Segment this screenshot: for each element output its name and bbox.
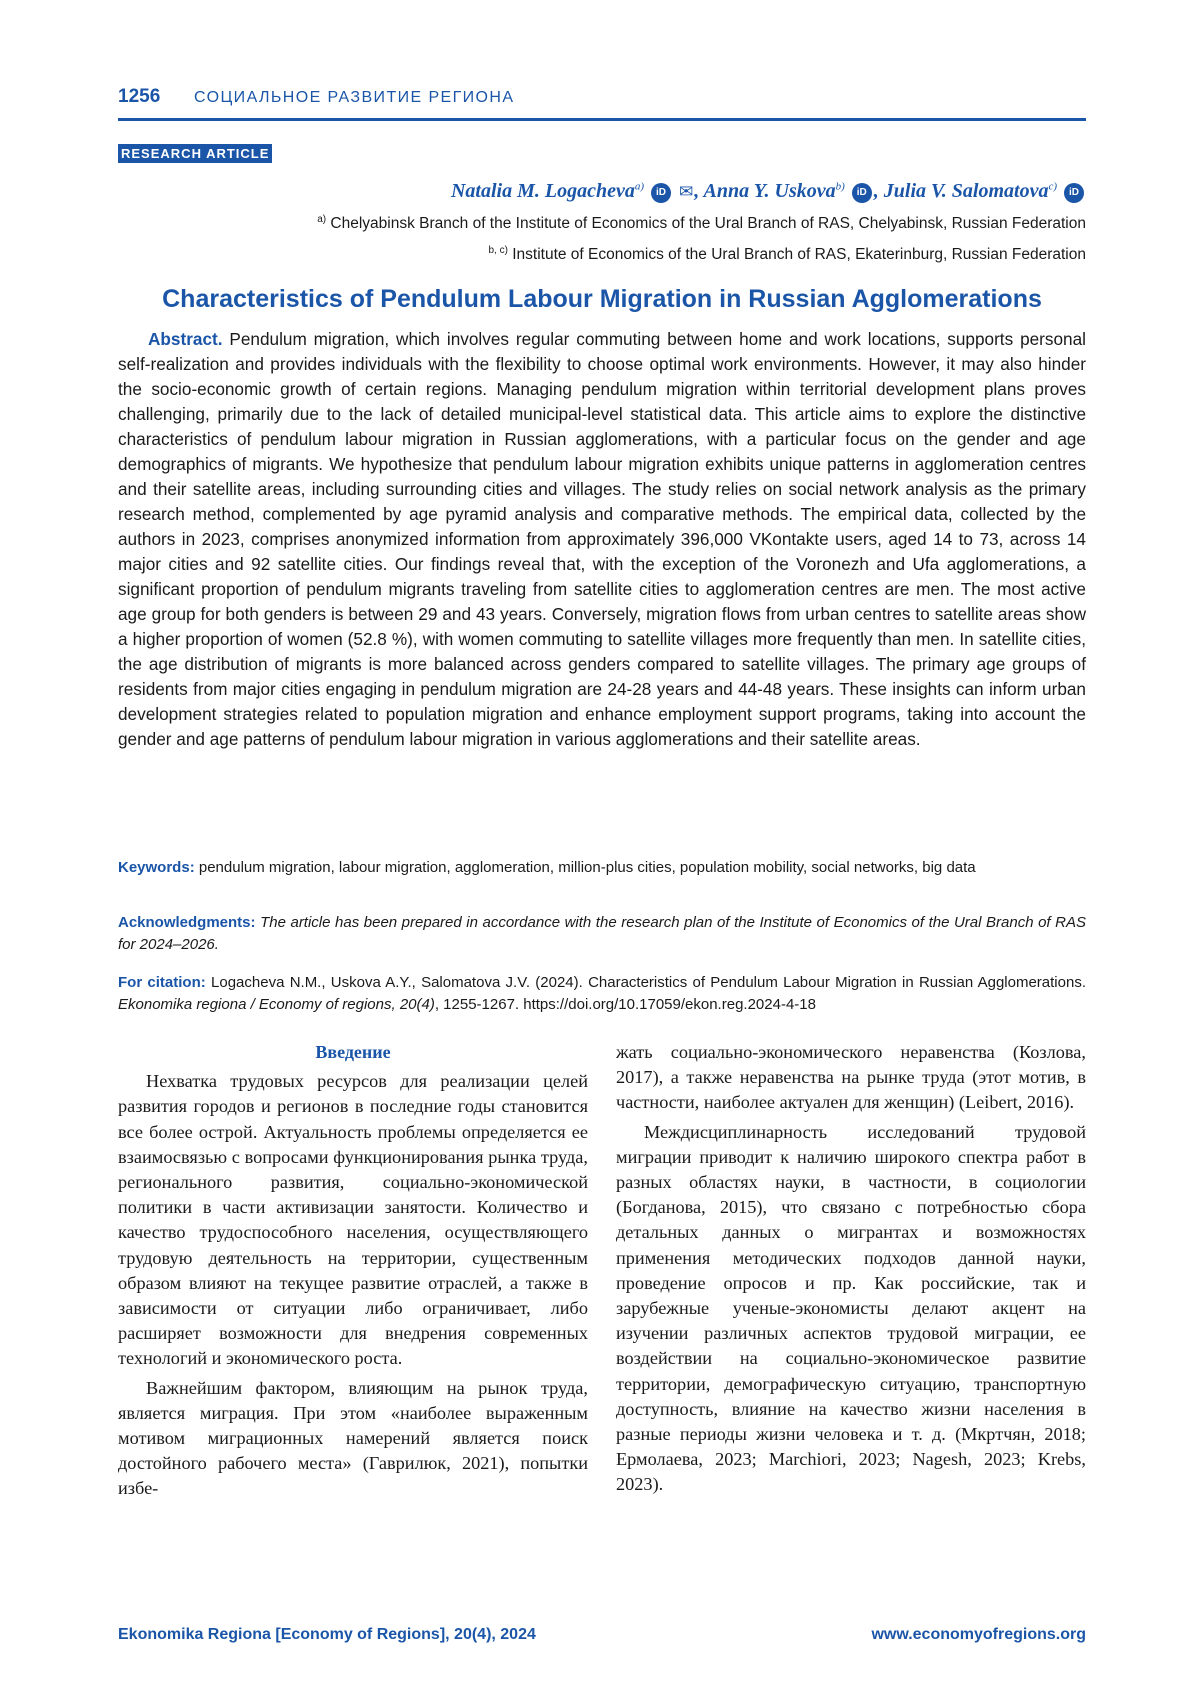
body-paragraph: Нехватка трудовых ресурсов для реализации целей развития городов и регионов в последние годы становится все более острой. Актуальность проблемы определяется ее взаимосвязью с вопросами функционирования рынка труда, регионального развития, социально-экономической политики в части активизации занятости. Количество и качество трудоспособного населения, осуществляющего трудовую деятельность на территории, существенным образом влияют на текущее развитие отраслей, а также в зависимости от ситуации либо ограничивает, либо расширяет возможности для внедрения современных технологий и экономического роста.: [118, 1071, 588, 1369]
affiliation-bc-mark: b, c): [488, 245, 508, 256]
affiliation-a-mark: a): [317, 214, 327, 225]
author-list: [451, 180, 1086, 203]
abstract: [118, 327, 1086, 752]
author-3-name[interactable]: , Julia V. Salomatova: [873, 180, 1049, 202]
keywords: [118, 857, 1086, 879]
journal-section-name: СОЦИАЛЬНОЕ РАЗВИТИЕ РЕГИОНА: [194, 89, 515, 106]
header-rule: [118, 118, 1086, 121]
abstract-label: Abstract.: [148, 329, 223, 349]
orcid-icon[interactable]: iD: [1064, 183, 1084, 203]
acknowledgments-label: Acknowledgments:: [118, 914, 256, 931]
body-column-left: [118, 1040, 588, 1506]
citation-text-1: Logacheva N.M., Uskova A.Y., Salomatova J.V. (2024). Characteristics of Pendulum Labour Migration in Russian Agglomerations.: [205, 974, 1086, 991]
acknowledgments: [118, 912, 1086, 956]
citation-journal: Ekonomika regiona / Economy of regions, 20(4): [118, 996, 435, 1013]
author-3-affil-mark: c): [1048, 180, 1057, 193]
affiliation-bc: [488, 245, 1086, 264]
orcid-icon[interactable]: iD: [852, 183, 872, 203]
keywords-text: pendulum migration, labour migration, agglomeration, million-plus cities, population mobility, social networks, big data: [194, 859, 976, 876]
affiliation-bc-text: Institute of Economics of the Ural Branch of RAS, Ekaterinburg, Russian Federation: [507, 246, 1086, 264]
author-2-name[interactable]: , Anna Y. Uskova: [694, 180, 836, 202]
orcid-icon[interactable]: iD: [651, 183, 671, 203]
footer-website-link[interactable]: www.economyofregions.org: [871, 1626, 1086, 1643]
footer-journal: Ekonomika Regiona [Economy of Regions], 20(4), 2024: [118, 1626, 536, 1643]
section-heading: Введение: [315, 1042, 391, 1062]
citation-text-2[interactable]: , 1255-1267. https://doi.org/10.17059/ekon.reg.2024-4-18: [434, 996, 816, 1013]
citation: [118, 972, 1086, 1016]
affiliation-a: [317, 214, 1086, 233]
body-column-right: [616, 1040, 1086, 1502]
acknowledgments-text: The article has been prepared in accordance with the research plan of the Institute of Economics of the Ural Branch of RAS for 2024–2026.: [118, 914, 1086, 953]
mail-icon[interactable]: ✉: [679, 182, 694, 202]
keywords-label: Keywords:: [118, 859, 195, 876]
body-paragraph: Междисциплинарность исследований трудовой миграции приводит к наличию широкого спектра работ в разных областях науки, в частности, в социологии (Богданова, 2015), что связано с потребностью сбора детальных данных о мигрантах и возможностях применения методических подходов данной науки, проведение опросов и пр. Как российские, так и зарубежные ученые-экономисты делают акцент на изучении различных аспектов трудовой миграции, ее воздействии на социально-экономическое развитие территории, демографическую ситуацию, транспортную доступность, влияние на качество жизни населения в разные периоды жизни человека и т. д. (Мкртчян, 2018; Ермолаева, 2023; Marchiori, 2023; Nagesh, 2023; Krebs, 2023).: [616, 1121, 1086, 1495]
author-2-affil-mark: b): [835, 180, 845, 193]
page-number: 1256: [118, 86, 161, 107]
author-1-affil-mark: a): [634, 180, 645, 193]
running-head: [118, 86, 1086, 112]
body-paragraph: жать социально-экономического неравенства (Козлова, 2017), а также неравенства на рынке труда (этот мотив, в частности, наиболее актуален для женщин) (Leibert, 2016).: [616, 1042, 1086, 1113]
article-type-badge: RESEARCH ARTICLE: [118, 144, 272, 163]
article-title: Characteristics of Pendulum Labour Migration in Russian Agglomerations: [162, 285, 1042, 313]
affiliation-a-text: Chelyabinsk Branch of the Institute of Economics of the Ural Branch of RAS, Chelyabinsk, Russian Federation: [326, 215, 1086, 233]
abstract-text: Pendulum migration, which involves regular commuting between home and work locations, supports personal self-realization and provides individuals with the flexibility to choose optimal work environments. However, it may also hinder the socio-economic growth of certain regions. Managing pendulum migration within territorial development plans proves challenging, primarily due to the lack of detailed municipal-level statistical data. This article aims to explore the distinctive characteristics of pendulum labour migration in Russian agglomerations, with a particular focus on the gender and age demographics of migrants. We hypothesize that pendulum labour migration exhibits unique patterns in agglomeration centres and their satellite areas, including surrounding cities and villages. The study relies on social network analysis as the primary research method, complemented by age pyramid analysis and comparative methods. The empirical data, collected by the authors in 2023, comprises anonymized information from approximately 396,000 VKontakte users, aged 14 to 73, across 14 major cities and 92 satellite cities. Our findings reveal that, with the exception of the Voronezh and Ufa agglomerations, a significant proportion of pendulum migrants traveling from satellite cities to agglomeration centres are men. The most active age group for both genders is between 29 and 43 years. Conversely, migration flows from urban centres to satellite areas show a higher proportion of women (52.8 %), with women commuting to satellite villages more frequently than men. In satellite cities, the age distribution of migrants is more balanced across genders compared to satellite villages. The primary age groups of residents from major cities engaging in pendulum migration are 24-28 years and 44-48 years. These insights can inform urban development strategies related to population migration and enhance employment support programs, taking into account the gender and age patterns of pendulum labour migration in various agglomerations and their satellite areas.: [118, 329, 1086, 749]
citation-label: For citation:: [118, 974, 206, 991]
author-1-name[interactable]: Natalia M. Logacheva: [450, 180, 635, 202]
page-footer: [118, 1626, 1086, 1650]
body-paragraph: Важнейшим фактором, влияющим на рынок труда, является миграция. При этом «наиболее выраженным мотивом миграционных намерений является поиск достойного рабочего места» (Гаврилюк, 2021), попытки избе-: [118, 1377, 588, 1499]
